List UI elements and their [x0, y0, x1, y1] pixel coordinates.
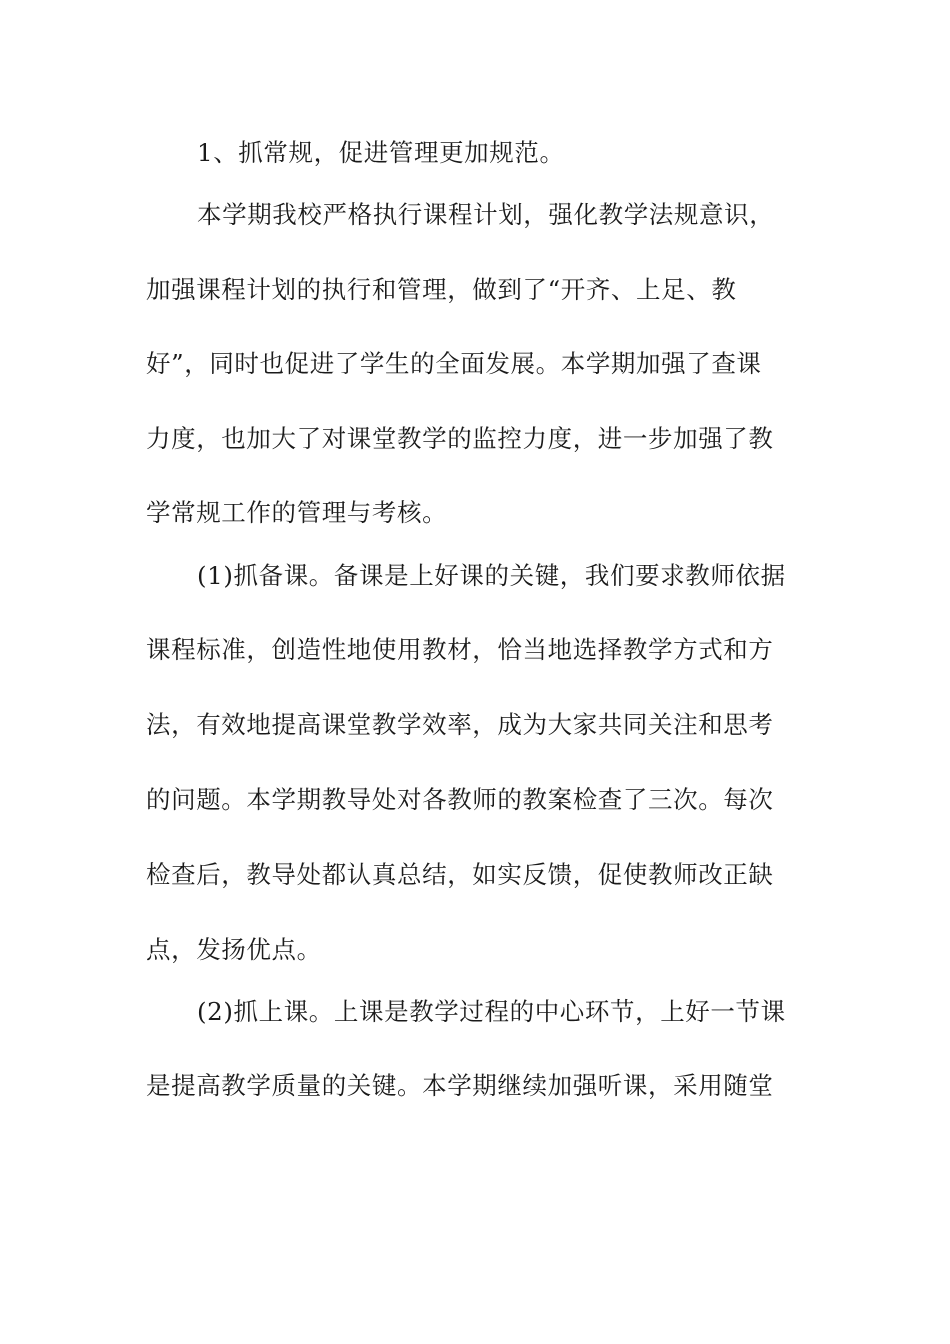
text-line: 的问题。本学期教导处对各教师的教案检查了三次。每次 — [146, 785, 774, 814]
text-line: 检查后，教导处都认真总结，如实反馈，促使教师改正缺 — [146, 860, 774, 889]
text-line: 是提高教学质量的关键。本学期继续加强听课，采用随堂 — [146, 1071, 774, 1100]
text-line: 好”，同时也促进了学生的全面发展。本学期加强了查课 — [146, 349, 762, 378]
text-line: 力度，也加大了对课堂教学的监控力度，进一步加强了教 — [146, 424, 774, 453]
text-line: (2)抓上课。上课是教学过程的中心环节，上好一节课 — [197, 997, 786, 1026]
text-line: 加强课程计划的执行和管理，做到了“开齐、上足、教 — [146, 275, 737, 304]
text-line: 1、抓常规，促进管理更加规范。 — [197, 138, 565, 167]
text-line: (1)抓备课。备课是上好课的关键，我们要求教师依据 — [197, 561, 786, 590]
text-line: 点，发扬优点。 — [146, 935, 322, 964]
text-line: 法，有效地提高课堂教学效率，成为大家共同关注和思考 — [146, 710, 774, 739]
text-line: 本学期我校严格执行课程计划，强化教学法规意识， — [197, 200, 775, 229]
text-line: 学常规工作的管理与考核。 — [146, 498, 448, 527]
text-line: 课程标准，创造性地使用教材，恰当地选择教学方式和方 — [146, 635, 774, 664]
